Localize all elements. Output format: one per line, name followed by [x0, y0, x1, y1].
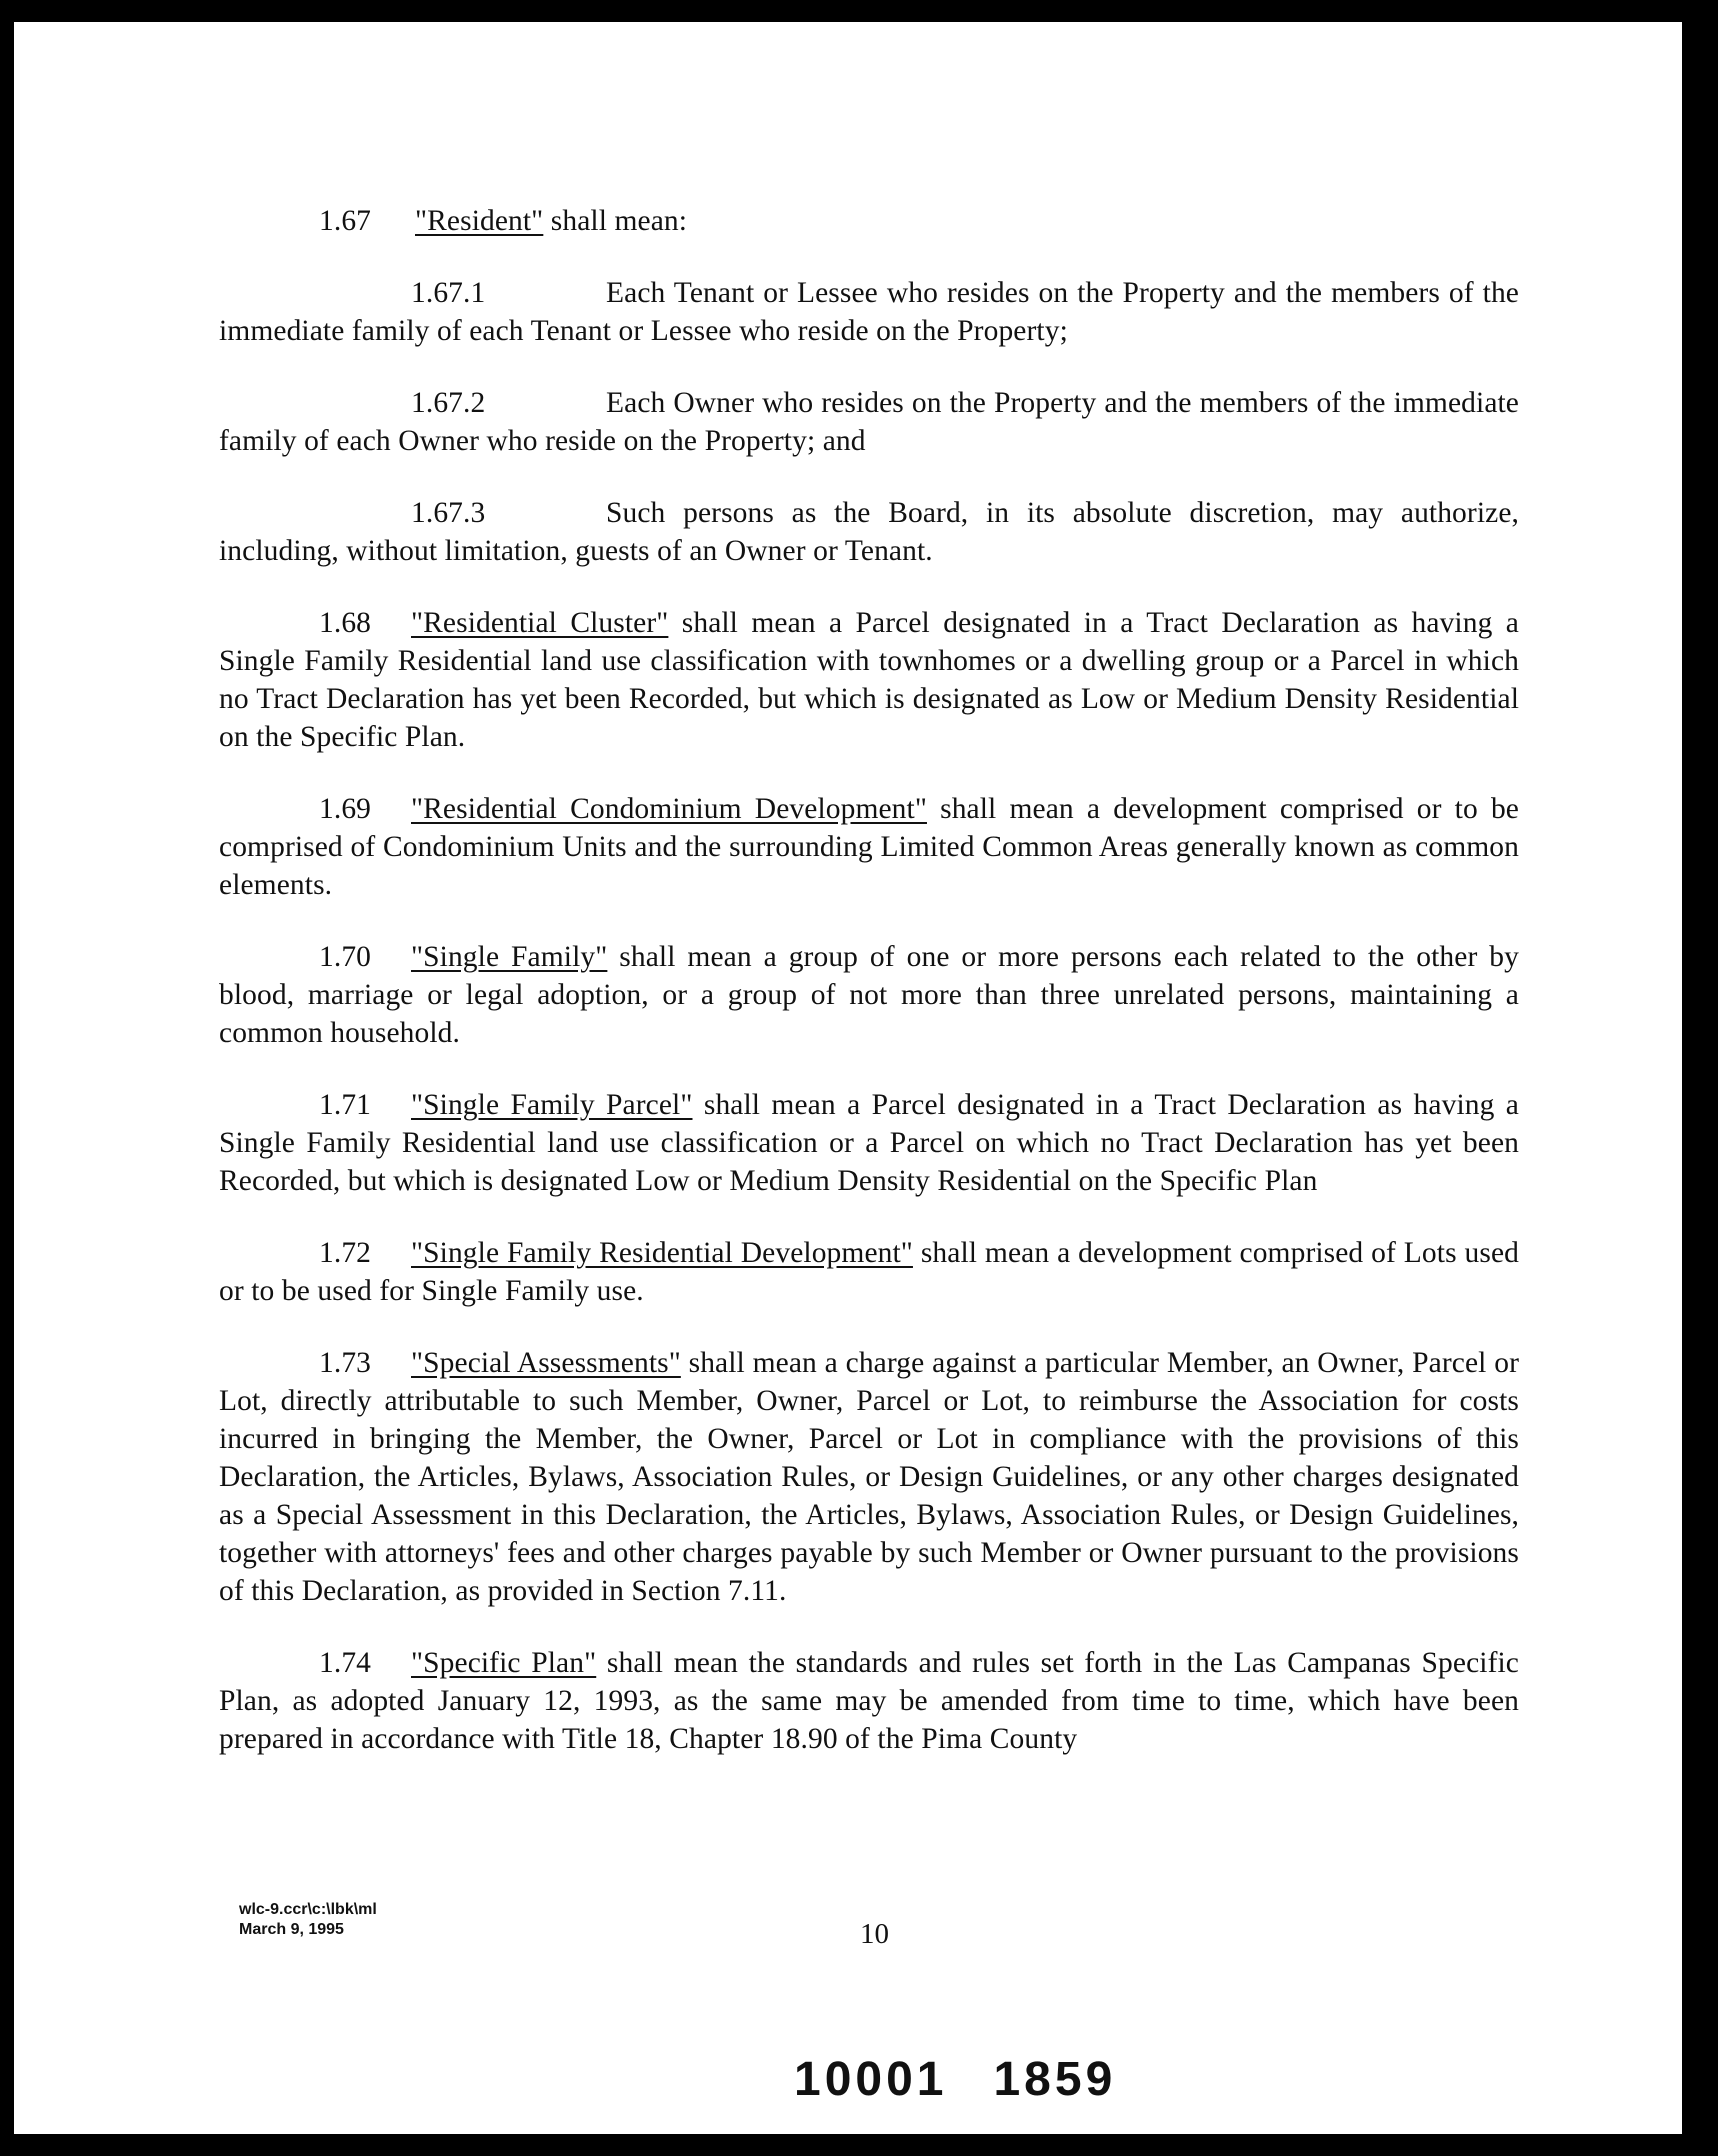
- definition-1-68: [219, 604, 1519, 756]
- document-page: [14, 22, 1682, 2134]
- definition-text: Each Owner who resides on the Property and the members of the immediate family of each Owner who reside on the Property; and: [219, 387, 1519, 457]
- definition-1-67: [219, 202, 1519, 240]
- definition-1-72: [219, 1234, 1519, 1310]
- footer-reference: [239, 1900, 377, 1940]
- definition-text: shall mean a Parcel designated in a Tract Declaration as having a Single Family Residential land use classification with townhomes or a dwelling group or a Parcel in which no Tract Declaration has yet been Recorded, but which is designated as Low or Medium Density Residential on the Specific Plan.: [219, 607, 1519, 753]
- defined-term: "Single Family": [411, 941, 608, 973]
- section-number: 1.67.2: [411, 387, 486, 419]
- footer-file-ref: wlc-9.ccr\c:\lbk\ml: [239, 1901, 377, 1918]
- definition-1-73: [219, 1344, 1519, 1610]
- recording-stamp: [794, 2052, 1116, 2107]
- definition-text: shall mean a development comprised of Lots used or to be used for Single Family use.: [219, 1237, 1520, 1307]
- defined-term: "Residential Cluster": [411, 607, 669, 639]
- document-body: [219, 202, 1519, 1792]
- section-number: 1.67.3: [411, 497, 486, 529]
- definition-text: shall mean a development comprised or to be comprised of Condominium Units and the surrounding Limited Common Areas generally known as common elements.: [219, 793, 1519, 901]
- defined-term: "Single Family Residential Development": [411, 1237, 913, 1269]
- definition-text: Such persons as the Board, in its absolute discretion, may authorize, including, without limitation, guests of an Owner or Tenant.: [219, 497, 1519, 567]
- section-number: 1.68: [319, 607, 372, 639]
- definition-text: shall mean the standards and rules set forth in the Las Campanas Specific Plan, as adopted January 12, 1993, as the same may be amended from time to time, which have been prepared in accordance with Title 18, Chapter 18.90 of the Pima County: [219, 1647, 1519, 1755]
- section-number: 1.67.1: [411, 277, 486, 309]
- section-number: 1.74: [319, 1647, 372, 1679]
- definition-text: shall mean:: [543, 205, 688, 237]
- footer-date: March 9, 1995: [239, 1921, 344, 1938]
- defined-term: "Single Family Parcel": [411, 1089, 693, 1121]
- definition-text: shall mean a Parcel designated in a Tract Declaration as having a Single Family Residential land use classification or a Parcel on which no Tract Declaration has yet been Recorded, but which is designated Low or Medium Density Residential on the Specific Plan: [219, 1089, 1519, 1197]
- section-number: 1.70: [319, 941, 372, 973]
- section-number: 1.73: [319, 1347, 372, 1379]
- definition-text: Each Tenant or Lessee who resides on the Property and the members of the immediate family of each Tenant or Lessee who reside on the Property;: [219, 277, 1519, 347]
- definition-1-70: [219, 938, 1519, 1052]
- page-number: 10: [860, 1918, 889, 1950]
- definition-1-69: [219, 790, 1519, 904]
- subsection-1-67-2: [219, 384, 1519, 460]
- stamp-page: 1859: [993, 2053, 1117, 2106]
- section-number: 1.71: [319, 1089, 372, 1121]
- definition-1-71: [219, 1086, 1519, 1200]
- subsection-1-67-3: [219, 494, 1519, 570]
- stamp-docket: 10001: [794, 2053, 948, 2106]
- section-number: 1.72: [319, 1237, 372, 1269]
- defined-term: "Specific Plan": [411, 1647, 597, 1679]
- definition-text: shall mean a group of one or more persons each related to the other by blood, marriage or legal adoption, or a group of not more than three unrelated persons, maintaining a common household.: [219, 941, 1519, 1049]
- defined-term: "Special Assessments": [411, 1347, 681, 1379]
- defined-term: "Residential Condominium Development": [411, 793, 927, 825]
- defined-term: "Resident": [415, 205, 544, 237]
- definition-1-74: [219, 1644, 1519, 1758]
- section-number: 1.69: [319, 793, 372, 825]
- subsection-1-67-1: [219, 274, 1519, 350]
- definition-text: shall mean a charge against a particular Member, an Owner, Parcel or Lot, directly attributable to such Member, Owner, Parcel or Lot, to reimburse the Association for costs incurred in bringing the Member, the Owner, Parcel or Lot in compliance with the provisions of this Declaration, the Articles, Bylaws, Association Rules, or Design Guidelines, or any other charges designated as a Special Assessment in this Declaration, the Articles, Bylaws, Association Rules, or Design Guidelines, together with attorneys' fees and other charges payable by such Member or Owner pursuant to the provisions of this Declaration, as provided in Section 7.11.: [219, 1347, 1519, 1607]
- section-number: 1.67: [319, 205, 372, 237]
